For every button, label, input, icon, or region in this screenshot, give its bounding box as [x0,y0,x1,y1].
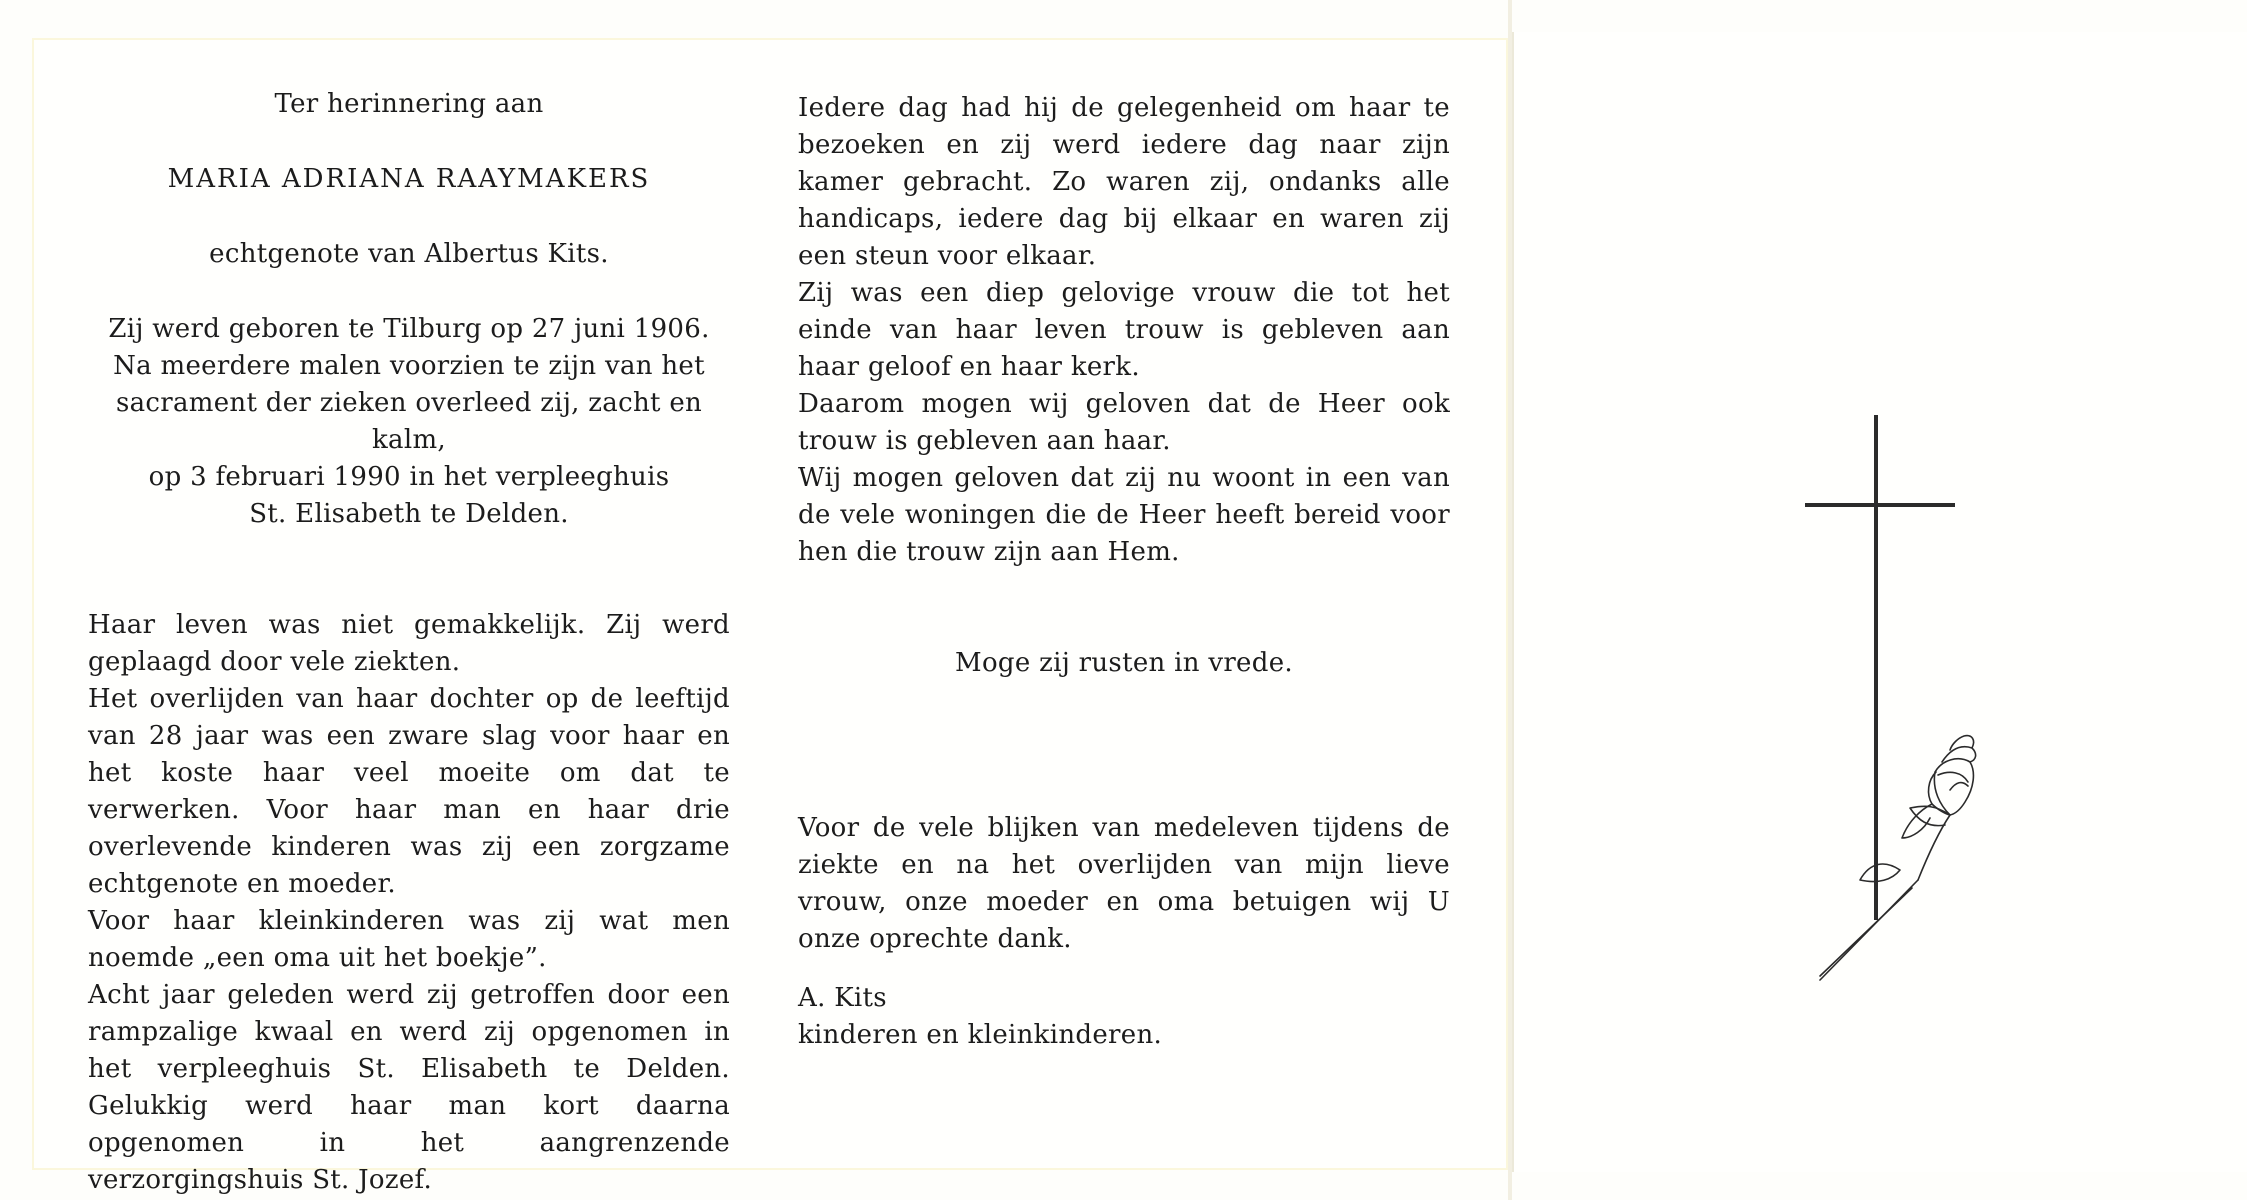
life-paragraph-4: Acht jaar geleden werd zij getroffen door een rampzalige kwaal en werd zij opgenomen in het verpleeghuis St. Elisabeth te Delden. Gelukkig werd haar man kort daarna opgenomen in het aangrenzende verzorgingshuis St. Jozef. [88,980,730,1195]
life-paragraph-2: Het overlijden van haar dochter op de leeftijd van 28 jaar was een zware slag voor haar en het koste haar veel moeite om dat te verwerken. Voor haar man en haar drie overlevende kinderen was zij een zorgzame echtgenote en moeder. [88,684,730,899]
faith-paragraph-1: Iedere dag had hij de gelegenheid om haar te bezoeken en zij werd iedere dag naar zijn kamer gebracht. Zo waren zij, ondanks alle handicaps, iedere dag bij elkaar en waren zij een steun voor elkaar. [798,93,1450,271]
born-line-1: Zij werd geboren te Tilburg op 27 juni 1906. [108,314,710,344]
cross-with-rose-illustration [1800,410,1980,990]
faith-paragraph-3: Daarom mogen wij geloven dat de Heer ook trouw is gebleven aan haar. [798,389,1450,456]
signature-family: kinderen en kleinkinderen. [798,1020,1163,1050]
left-column [88,86,730,1199]
signature-name: A. Kits [798,983,887,1013]
born-line-4: op 3 februari 1990 in het verpleeghuis [148,462,670,492]
born-line-2: Na meerdere malen voorzien te zijn van het [113,351,705,381]
rest-in-peace-line: Moge zij rusten in vrede. [955,648,1293,678]
rose-icon [1820,736,1976,980]
born-line-3: sacrament der zieken overleed zij, zacht en kalm, [115,388,703,455]
spouse-line: echtgenote van Albertus Kits. [209,239,609,269]
deceased-name: MARIA ADRIANA RAAYMAKERS [167,164,651,194]
born-line-5: St. Elisabeth te Delden. [249,499,569,529]
life-paragraph-3: Voor haar kleinkinderen was zij wat men noemde „een oma uit het boekje”. [88,906,730,973]
faith-paragraph-2: Zij was een diep gelovige vrouw die tot het einde van haar leven trouw is gebleven aan haar geloof en haar kerk. [798,278,1450,382]
thanks-paragraph: Voor de vele blijken van medeleven tijdens de ziekte en na het overlijden van mijn lieve vrouw, onze moeder en oma betuigen wij U onze oprechte dank. [798,813,1450,954]
intro-line: Ter herinnering aan [274,89,544,119]
life-paragraph-1: Haar leven was niet gemakkelijk. Zij werd geplaagd door vele ziekten. [88,610,730,677]
cross-icon [1805,415,1955,920]
faith-paragraph-4: Wij mogen geloven dat zij nu woont in een van de vele woningen die de Heer heeft bereid voor hen die trouw zijn aan Hem. [798,463,1450,567]
right-column [798,90,1450,1054]
